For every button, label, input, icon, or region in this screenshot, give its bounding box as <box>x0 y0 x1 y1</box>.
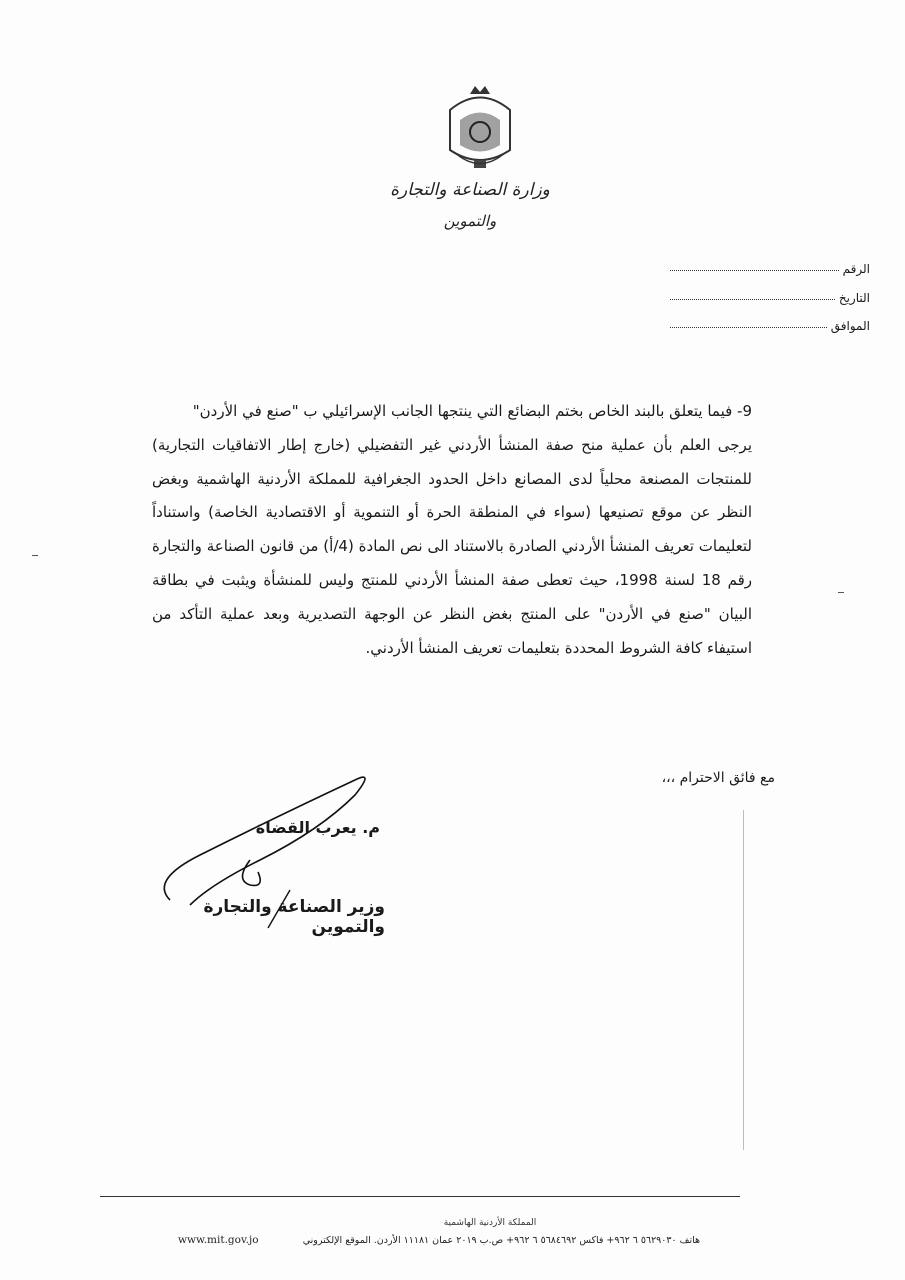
date-row <box>670 285 870 305</box>
footer-contact-details: هاتف ٥٦٢٩٠٣٠ ٦ ٩٦٢+ فاكس ٥٦٨٤٦٩٢ ٦ ٩٦٢+ ص.ب ٢٠١٩ عمان ١١١٨١ الأردن. الموقع الإلكتروني <box>302 1235 700 1246</box>
letter-body <box>152 395 752 665</box>
date-label: التاريخ <box>838 291 870 305</box>
jordan-coat-of-arms-emblem <box>440 80 520 175</box>
hijri-date-row <box>670 313 870 333</box>
reference-number-blank <box>670 269 839 271</box>
footer-website-link[interactable]: www.mit.gov.jo <box>178 1234 259 1246</box>
clause-heading: 9- فيما يتعلق بالبند الخاص بختم البضائع التي ينتجها الجانب الإسرائيلي ب "صنع في الأردن" <box>192 402 752 420</box>
hijri-date-label: الموافق <box>830 319 870 333</box>
reference-number-label: الرقم <box>842 262 870 276</box>
ministry-name-line1: وزارة الصناعة والتجارة <box>390 180 550 200</box>
clause-paragraph: يرجى العلم بأن عملية منح صفة المنشأ الأردني غير التفضيلي (خارج إطار الاتفاقيات التجارية) للمنتجات المصنعة محلياً لدى المصانع داخل الحدود الجغرافية للمملكة الأردنية الهاشمية وبغض النظر عن موقع تصنيعها (سواء في المنطقة الحرة أو التنموية أو الاقتصادية الخاصة) واستناداً لتعليمات تعريف المنشأ الأردني الصادرة بالاستناد الى نص المادة (4/أ) من قانون الصناعة والتجارة رقم 18 لسنة 1998، حيث تعطى صفة المنشأ الأردني للمنتج وليس للمنشأة ويثبت في بطاقة البيان "صنع في الأردن" على المنتج بغض النظر عن الوجهة التصديرية وبعد عملية التأكد من استيفاء كافة الشروط المحددة بتعليمات تعريف المنشأ الأردني. <box>152 435 752 657</box>
date-blank <box>670 298 835 300</box>
scan-margin-line <box>743 810 744 1150</box>
scan-mark <box>32 555 38 556</box>
ministry-name-line2: والتموين <box>443 212 497 230</box>
hijri-date-blank <box>670 326 827 328</box>
scan-mark <box>838 592 844 593</box>
signatory-name: م. يعرب القضاة <box>255 818 380 837</box>
closing-salutation: مع فائق الاحترام ،،، <box>661 770 775 786</box>
signatory-title: وزير الصناعة والتجارة والتموين <box>203 897 385 937</box>
reference-number-row <box>670 256 870 276</box>
footer-divider <box>100 1196 740 1197</box>
footer-kingdom-name: المملكة الأردنية الهاشمية <box>443 1218 537 1228</box>
